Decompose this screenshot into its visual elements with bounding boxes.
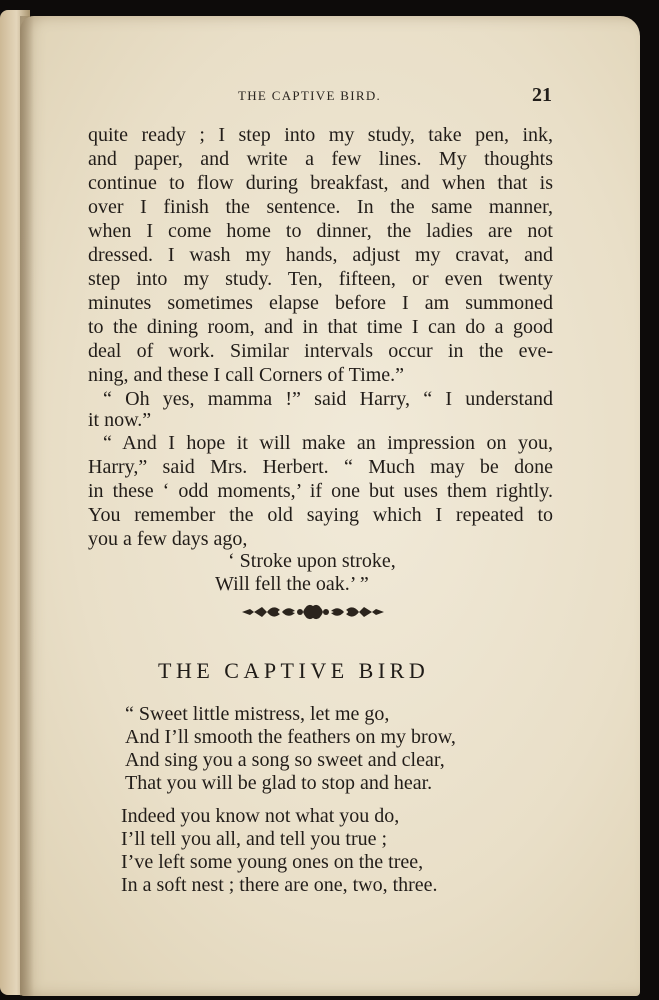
prose-line: minutes sometimes elapse before I am summoned [88,292,553,314]
prose-line: deal of work. Similar intervals occur in the eve- [88,340,553,362]
prose-line: and paper, and write a few lines. My thoughts [88,148,553,170]
prose-line: ning, and these I call Corners of Time.” [88,364,405,386]
prose-line: continue to flow during breakfast, and when that is [88,172,553,194]
ornament-divider-icon [240,600,386,624]
prose-line: Harry,” said Mrs. Herbert. “ Much may be done [88,456,553,478]
poem-line: And sing you a song so sweet and clear, [125,749,445,771]
running-header: THE CAPTIVE BIRD. [238,88,382,103]
prose-line: in these ‘ odd moments,’ if one but uses them rightly. [88,480,553,502]
prose-line: “ And I hope it will make an impression on you, [103,432,553,454]
poem-line: “ Sweet little mistress, let me go, [125,703,390,725]
poem-title: THE CAPTIVE BIRD [158,658,430,683]
quote-line: Will fell the oak.’ ” [215,573,369,595]
page-gutter-shadow [20,16,34,996]
poem-line: I’ll tell you all, and tell you true ; [121,828,388,850]
prose-line: dressed. I wash my hands, adjust my cravat, and [88,244,553,266]
poem-line: Indeed you know not what you do, [121,805,400,827]
prose-line: to the dining room, and in that time I can do a good [88,316,553,338]
prose-line: when I come home to dinner, the ladies are not [88,220,553,242]
prose-line: step into my study. Ten, fifteen, or even twenty [88,268,553,290]
poem-line: I’ve left some young ones on the tree, [121,851,424,873]
poem-line: In a soft nest ; there are one, two, three. [121,874,438,896]
prose-line: over I finish the sentence. In the same manner, [88,196,553,218]
prose-line: “ Oh yes, mamma !” said Harry, “ I understand [103,388,553,410]
prose-line: it now.” [88,409,152,431]
page-number: 21 [532,84,552,106]
prose-line: You remember the old saying which I repeated to [88,504,553,526]
poem-line: And I’ll smooth the feathers on my brow, [125,726,456,748]
prose-line: you a few days ago, [88,528,248,550]
poem-line: That you will be glad to stop and hear. [125,772,433,794]
quote-line: ‘ Stroke upon stroke, [228,550,396,572]
prose-line: quite ready ; I step into my study, take pen, ink, [88,124,553,146]
